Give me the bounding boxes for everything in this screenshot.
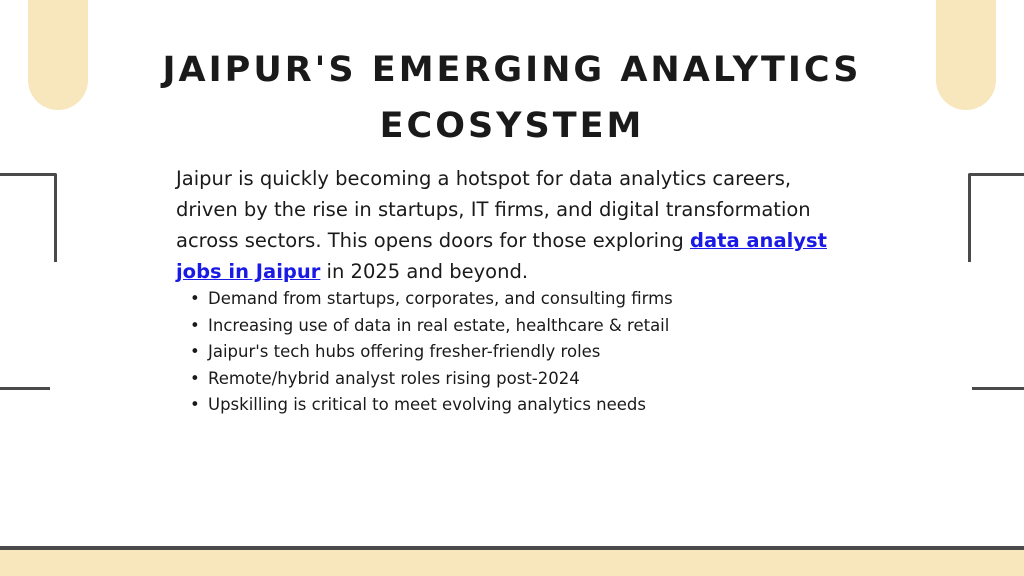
decorative-pill-left [28,0,88,110]
intro-text-after-link: in 2025 and beyond. [320,260,529,283]
intro-text-before-link: Jaipur is quickly becoming a hotspot for data analytics careers, driven by the rise in startups, IT firms, and digital transformation across sectors. This opens doors for those exploring [176,167,811,252]
list-item-text: Upskilling is critical to meet evolving analytics needs [208,395,646,414]
list-item [190,339,673,366]
decorative-pill-right [936,0,996,110]
frame-bracket-left-bottom [0,387,50,390]
key-points-list [190,286,673,419]
slide-title-line-1: JAIPUR'S EMERGING ANALYTICS [162,50,862,90]
list-item [190,392,673,419]
data-analyst-jobs-link[interactable]: data analyst jobs in Jaipur [176,229,827,283]
frame-bracket-left-top [0,173,57,262]
bullet-dot-icon: • [190,315,200,335]
list-item [190,366,673,393]
list-item-text: Increasing use of data in real estate, healthcare & retail [208,315,670,335]
list-item [190,313,673,340]
list-item-text: Remote/hybrid analyst roles rising post-2024 [208,368,580,388]
bullet-dot-icon: • [190,289,200,308]
bottom-divider-line [0,546,1024,550]
frame-bracket-right-top [968,173,1024,262]
list-item-text: Jaipur's tech hubs offering fresher-friendly roles [208,342,601,361]
slide-title-line-2: ECOSYSTEM [379,106,645,146]
list-item [190,286,673,313]
intro-paragraph [176,163,856,287]
slide-title [150,42,874,154]
frame-bracket-right-bottom [972,387,1024,390]
bullet-dot-icon: • [190,368,200,388]
bullet-dot-icon: • [190,395,200,414]
list-item-text: Demand from startups, corporates, and consulting firms [208,289,673,308]
bottom-accent-band [0,546,1024,576]
bullet-dot-icon: • [190,342,200,361]
